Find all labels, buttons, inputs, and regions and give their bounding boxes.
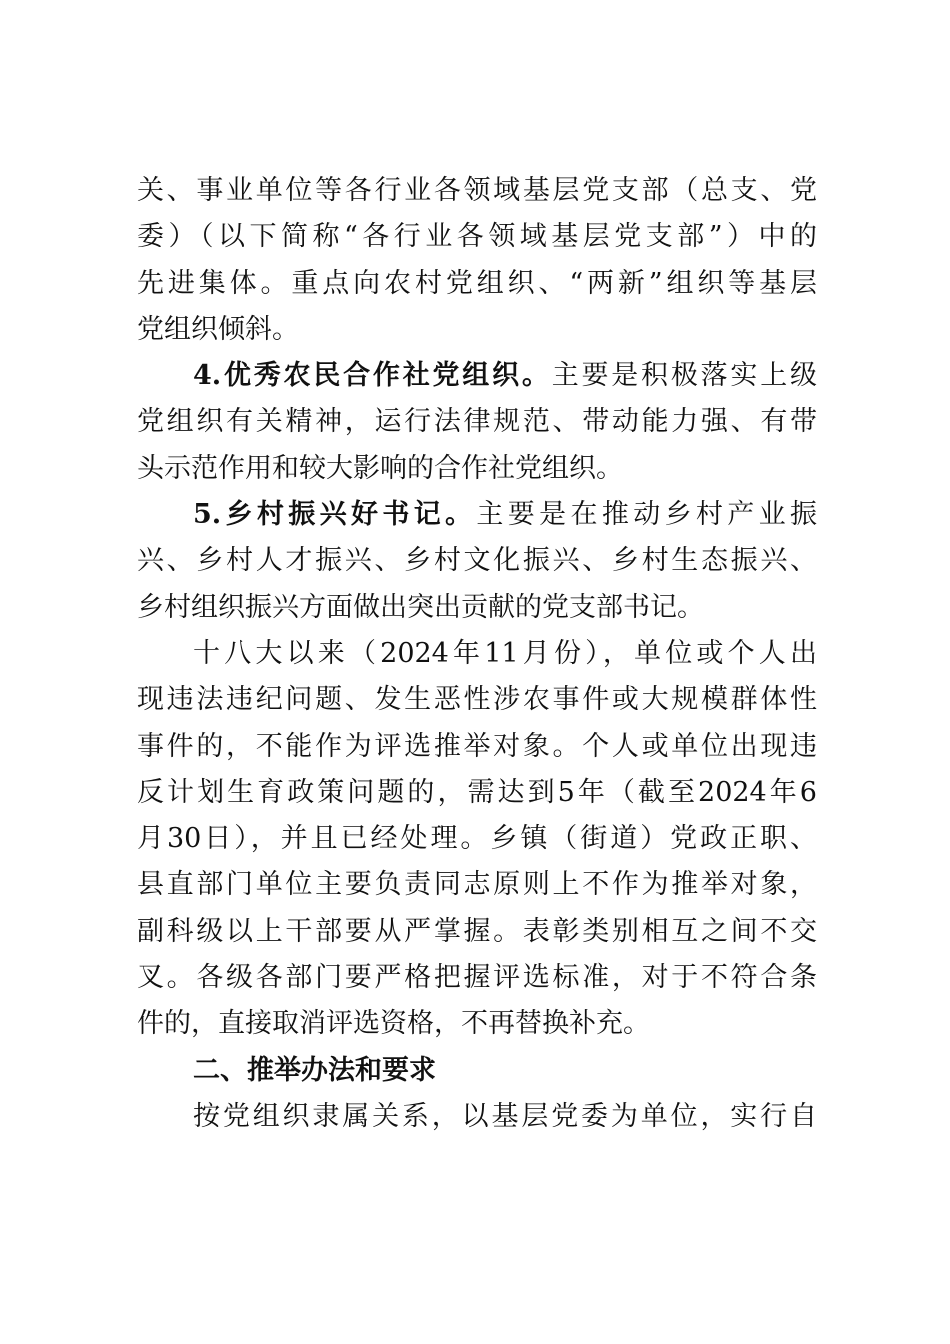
text-line: 现违法违纪问题、发生恶性涉农事件或大规模群体性 (137, 684, 817, 716)
text-line: 兴、乡村人才振兴、乡村文化振兴、乡村生态振兴、 (137, 545, 817, 577)
text-line: 党组织倾斜。 (137, 313, 299, 345)
text-line: 件的，直接取消评选资格，不再替换补充。 (137, 1008, 650, 1040)
item-4-title: 4.优秀农民合作社党组织。 (193, 360, 552, 392)
paragraph-continuation (137, 168, 817, 353)
item-5-title: 5.乡村振兴好书记。 (193, 499, 477, 531)
text-line: 委）（以下简称“各行业各领域基层党支部”）中的 (137, 221, 817, 253)
text-line: 乡村组织振兴方面做出突出贡献的党支部书记。 (137, 591, 704, 623)
text-line: 副科级以上干部要从严掌握。表彰类别相互之间不交 (137, 915, 817, 947)
paragraph-restrictions (137, 631, 817, 1048)
text-line: 头示范作用和较大影响的合作社党组织。 (137, 452, 623, 484)
section-heading: 二、推举办法和要求 (193, 1054, 436, 1086)
text-line: 县直部门单位主要负责同志原则上不作为推举对象， (137, 869, 817, 901)
paragraph-item-5 (137, 492, 817, 631)
text-line (137, 492, 817, 538)
text-line: 党组织有关精神，运行法律规范、带动能力强、有带 (137, 406, 817, 438)
text-line: 按党组织隶属关系，以基层党委为单位，实行自 (193, 1100, 817, 1132)
item-5-text: 主要是在推动乡村产业振 (476, 499, 818, 531)
text-line: 叉。各级各部门要严格把握评选标准，对于不符合条 (137, 962, 817, 994)
text-line: 十八大以来（2024年11月份），单位或个人出 (193, 637, 817, 669)
text-line: 关、事业单位等各行业各领域基层党支部（总支、党 (137, 175, 817, 206)
paragraph-item-4 (137, 353, 817, 492)
document-body (137, 168, 817, 1140)
text-line (137, 353, 817, 399)
item-4-text: 主要是积极落实上级 (551, 360, 818, 392)
text-line: 月30日），并且已经处理。乡镇（街道）党政正职、 (137, 823, 817, 855)
text-line: 先进集体。重点向农村党组织、“两新”组织等基层 (137, 267, 817, 299)
text-line: 事件的，不能作为评选推举对象。个人或单位出现违 (137, 730, 817, 762)
text-line: 反计划生育政策问题的，需达到5年（截至2024年6 (137, 776, 817, 808)
